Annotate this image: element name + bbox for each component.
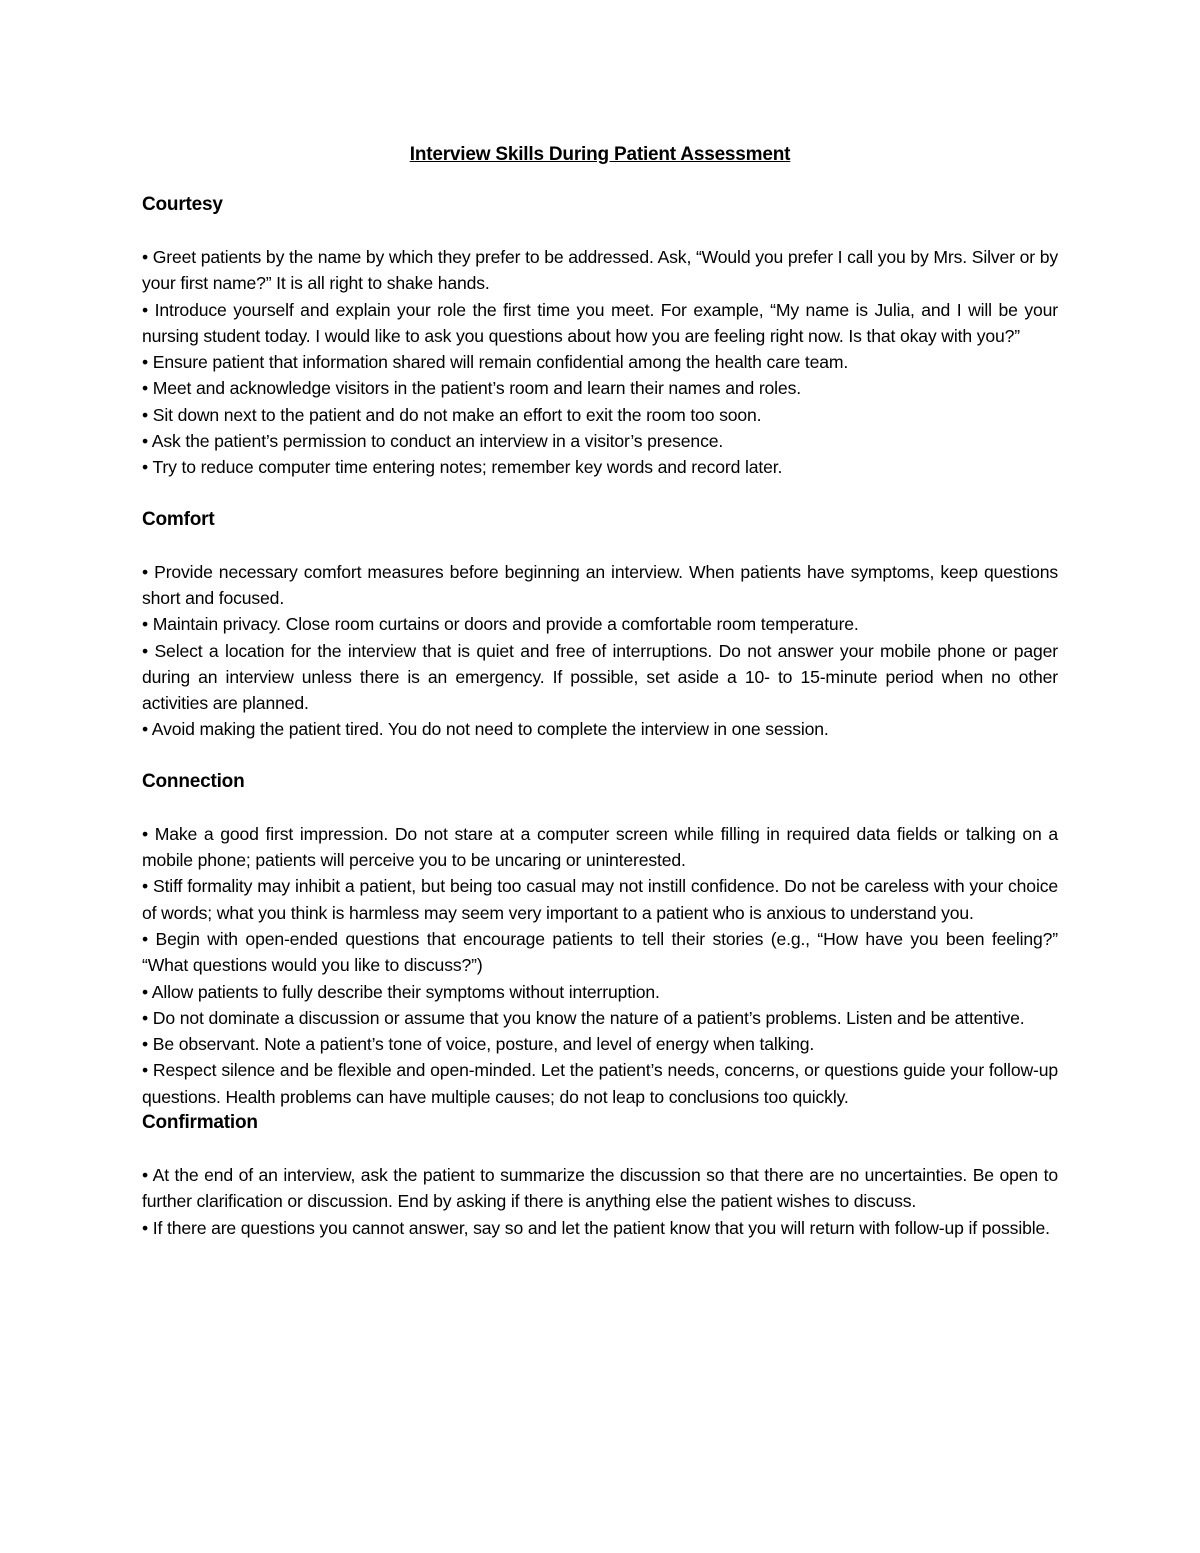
bullet-icon: • [142, 614, 149, 635]
bullet-icon: • [142, 1165, 149, 1186]
list-item-text: Ask the patient’s permission to conduct an interview in a visitor’s presence. [151, 431, 724, 452]
section-heading: Confirmation [142, 1112, 258, 1134]
bullet-list [142, 559, 1058, 743]
document-body [142, 192, 1058, 1241]
document-title: Interview Skills During Patient Assessment [409, 144, 791, 165]
document-page [142, 140, 1058, 1267]
list-item [142, 638, 1058, 717]
bullet-icon: • [142, 640, 149, 661]
bullet-icon: • [142, 719, 149, 740]
bullet-icon: • [142, 404, 149, 425]
list-item-text: Make a good first impression. Do not stare at a computer screen while filling in required data fields or talking on a mobile phone; patients will perceive you to be uncaring or uninterested. [142, 823, 1058, 871]
list-item-text: Be observant. Note a patient’s tone of voice, posture, and level of energy when talking. [152, 1034, 815, 1055]
list-item-text: Provide necessary comfort measures before beginning an interview. When patients have symptoms, keep questions short and focused. [142, 561, 1058, 608]
list-item [142, 611, 1058, 637]
list-item-text: Ensure patient that information shared will remain confidential among the health care team. [152, 352, 849, 373]
list-item [142, 375, 1058, 401]
bullet-list [142, 244, 1058, 481]
section-heading: Connection [142, 770, 245, 792]
bullet-icon: • [142, 1060, 149, 1081]
bullet-icon: • [142, 457, 149, 478]
list-item-text: Maintain privacy. Close room curtains or doors and provide a comfortable room temperature. [152, 614, 859, 635]
section-comfort [142, 507, 1058, 743]
list-item [142, 873, 1058, 926]
list-item-text: Do not dominate a discussion or assume that you know the nature of a patient’s problems. Listen and be attentive. [152, 1007, 1025, 1028]
bullet-icon: • [142, 431, 149, 452]
list-item-text: Select a location for the interview that is quiet and free of interruptions. Do not answer your mobile phone or pager during an interview unless there is an emergency. If possible, set aside a 10- to 15-minute period when no other activities are planned. [142, 640, 1058, 714]
list-item-text: Begin with open-ended questions that encourage patients to tell their stories (e.g., “How have you been feeling?” “What questions would you like to discuss?”) [142, 928, 1058, 976]
bullet-icon: • [142, 299, 149, 320]
list-item-text: Introduce yourself and explain your role the first time you meet. For example, “My name is Julia, and I will be your nursing student today. I would like to ask you questions about how you are feeling right now. Is that okay with you?” [142, 299, 1058, 346]
bullet-icon: • [142, 378, 149, 399]
bullet-list [142, 821, 1058, 1110]
list-item-text: Greet patients by the name by which they prefer to be addressed. Ask, “Would you prefer I call you by Mrs. Silver or by your first name?” It is all right to shake hands. [142, 247, 1058, 294]
list-item [142, 428, 1058, 454]
list-item [142, 1005, 1058, 1031]
bullet-icon: • [142, 928, 149, 949]
section-connection [142, 769, 1058, 1110]
list-item-text: Respect silence and be flexible and open-minded. Let the patient’s needs, concerns, or questions guide your follow-up questions. Health problems can have multiple causes; do not leap to conclusions too quickly. [142, 1060, 1058, 1107]
bullet-icon: • [142, 981, 149, 1002]
bullet-icon: • [142, 1007, 149, 1028]
bullet-icon: • [142, 876, 149, 897]
list-item [142, 821, 1058, 874]
list-item [142, 244, 1058, 297]
list-item-text: If there are questions you cannot answer, say so and let the patient know that you will return with follow-up if possible. [152, 1217, 1050, 1238]
section-courtesy [142, 192, 1058, 481]
bullet-list [142, 1162, 1058, 1241]
list-item [142, 402, 1058, 428]
list-item-text: Meet and acknowledge visitors in the patient’s room and learn their names and roles. [152, 378, 801, 399]
list-item-text: Stiff formality may inhibit a patient, but being too casual may not instill confidence. Do not be careless with your choice of words; what you think is harmless may seem very important to a patient who is anxious to understand you. [142, 876, 1058, 923]
bullet-icon: • [142, 1034, 149, 1055]
list-item [142, 297, 1058, 350]
bullet-icon: • [142, 352, 149, 373]
bullet-icon: • [142, 1217, 149, 1238]
list-item-text: Try to reduce computer time entering notes; remember key words and record later. [152, 457, 783, 478]
list-item [142, 979, 1058, 1005]
list-item [142, 1057, 1058, 1110]
list-item [142, 926, 1058, 979]
list-item [142, 716, 1058, 742]
section-confirmation [142, 1110, 1058, 1241]
list-item [142, 1031, 1058, 1057]
bullet-icon: • [142, 247, 149, 267]
section-heading: Comfort [142, 508, 215, 530]
bullet-icon: • [142, 823, 149, 844]
list-item [142, 1162, 1058, 1215]
list-item [142, 559, 1058, 612]
list-item [142, 349, 1058, 375]
section-heading: Courtesy [142, 194, 223, 215]
list-item-text: Sit down next to the patient and do not make an effort to exit the room too soon. [152, 404, 762, 425]
list-item [142, 1215, 1058, 1241]
list-item-text: Allow patients to fully describe their symptoms without interruption. [151, 981, 660, 1002]
list-item [142, 454, 1058, 480]
list-item-text: Avoid making the patient tired. You do not need to complete the interview in one session. [151, 719, 829, 740]
bullet-icon: • [142, 561, 149, 582]
list-item-text: At the end of an interview, ask the patient to summarize the discussion so that there are no uncertainties. Be open to further clarification or discussion. End by asking if there is anything else the patient wishes to discuss. [142, 1165, 1058, 1212]
